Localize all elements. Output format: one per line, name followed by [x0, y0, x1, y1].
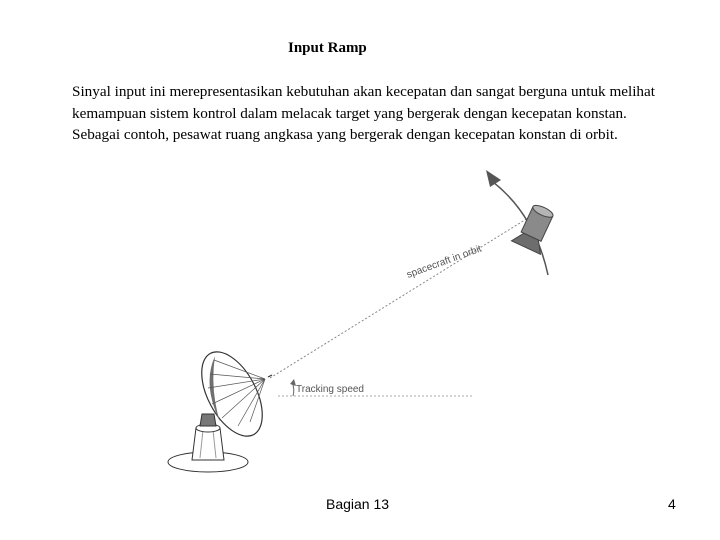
- page-number: 4: [668, 496, 676, 512]
- antenna-tracking-illustration: [150, 160, 600, 490]
- speed-label: Tracking speed: [296, 384, 364, 395]
- footer-section: Bagian 13: [326, 496, 390, 512]
- orbit-arrowhead: [486, 170, 501, 187]
- orbit-label: spacecraft in orbit: [405, 243, 484, 281]
- slide-title: Input Ramp: [288, 40, 367, 56]
- line-of-sight: [270, 218, 528, 378]
- body-paragraph: Sinyal input ini merepresentasikan kebutuhan akan kecepatan dan sangat berguna untuk melihat kemampuan sistem kontrol dalam melacak target yang bergerak dengan kecepatan konstan. Sebagai contoh, pesawat ruang angkasa yang bergerak dengan kecepatan konstan di orbit.: [72, 83, 655, 143]
